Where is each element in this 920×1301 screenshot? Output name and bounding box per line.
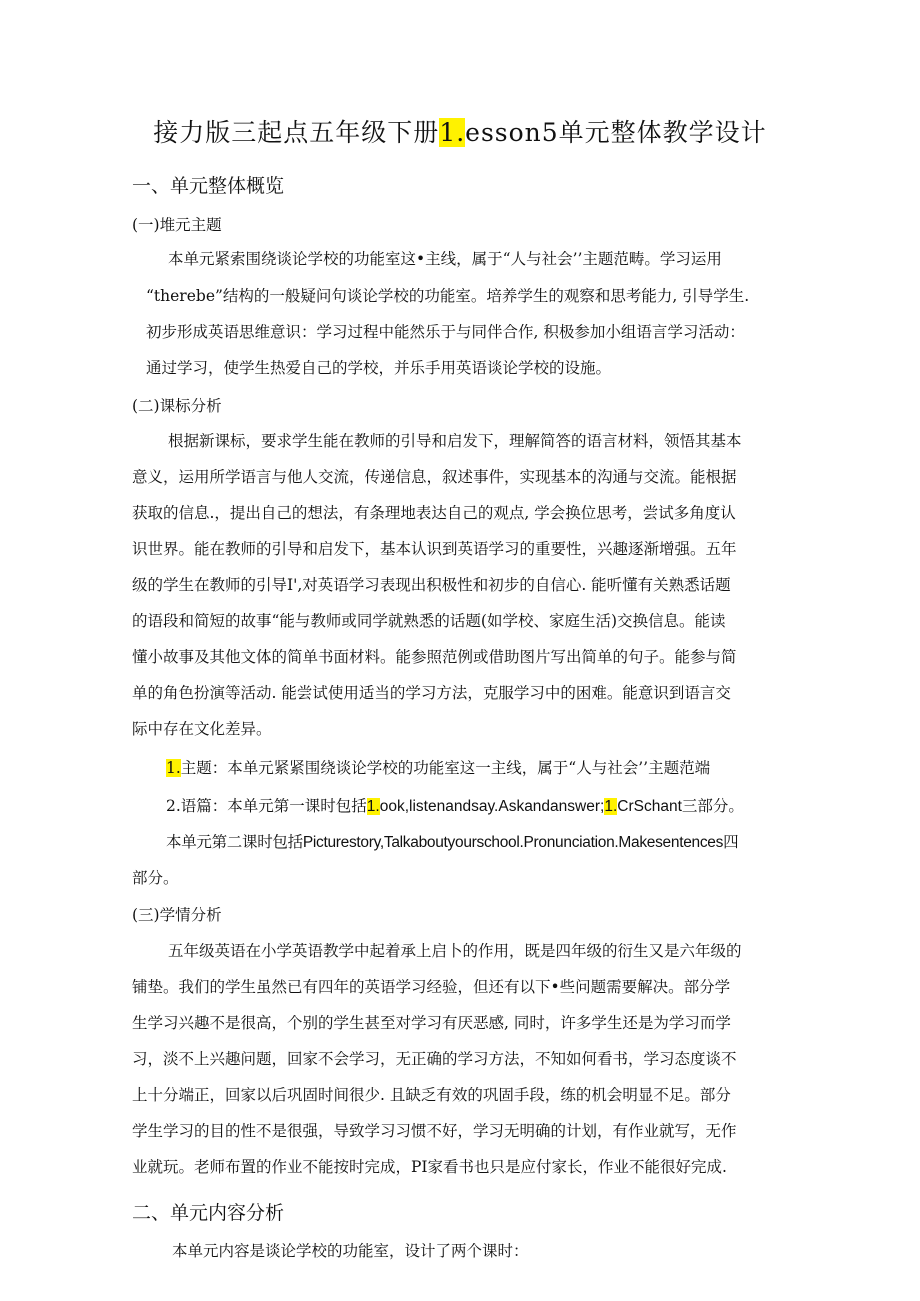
- item-text: 2.语篇：本单元第一课时包括: [166, 797, 367, 815]
- subsection-heading-learner: (三)学情分析: [132, 906, 222, 924]
- item-english-text: CrSchant三部分。: [617, 798, 744, 815]
- item-text: 四: [723, 833, 739, 851]
- curriculum-paragraph-line: 懂小故事及其他文体的简单书面材料。能参照范例或借助图片写出简单的句子。能参与简: [132, 648, 737, 666]
- section-heading-overview: 一、单元整体概览: [132, 175, 285, 197]
- title-prefix: 接力版三起点五年级下册: [153, 118, 440, 147]
- theme-paragraph-line: 通过学习，使学生热爱自己的学校，并乐手用英语谈论学校的设施。: [146, 359, 612, 377]
- document-title: [0, 116, 920, 150]
- learner-paragraph-line: 上十分端正，回家以后巩固时间很少. 且缺乏有效的巩固手段，练的机会明显不足。部分: [132, 1086, 731, 1104]
- title-highlight: 1.: [439, 118, 466, 147]
- item-english-text: Picturestory,Talkaboutyourschool.Pronunciation.Makesentences: [302, 834, 724, 851]
- item-text: 主题：本单元紧紧围绕谈论学校的功能室这一主线，属于“人与社会’’主题范端: [180, 759, 711, 777]
- title-suffix: esson5单元整体教学设计: [465, 118, 767, 147]
- highlight-mark: 1.: [366, 798, 380, 815]
- curriculum-paragraph-line: 获取的信息.，提出自己的想法，有条理地表达自己的观点, 学会换位思考，尝试多角度认: [132, 504, 736, 522]
- learner-paragraph-line: 铺垫。我们的学生虽然已有四年的英语学习经验，但还有以下•些问题需要解决。部分学: [132, 978, 731, 996]
- curriculum-paragraph-line: 意义，运用所学语言与他人交流，传递信息，叙述事件，实现基本的沟通与交流。能根据: [132, 468, 737, 486]
- curriculum-paragraph-line: 的语段和简短的故事“能与教师或同学就熟悉的话题(如学校、家庭生活)交换信息。能读: [132, 612, 726, 630]
- learner-paragraph-line: 学生学习的目的性不是很强，导致学习习惯不好，学习无明确的计划，有作业就写，无作: [132, 1122, 737, 1140]
- theme-paragraph-line: 初步形成英语思维意识：学习过程中能然乐于与同伴合作, 积极参加小组语言学习活动：: [146, 323, 745, 341]
- theme-paragraph-line: “therebe”结构的一般疑问句谈论学校的功能室。培养学生的观察和思考能力, 引导学生.: [146, 287, 750, 305]
- curriculum-paragraph-line: 际中存在文化差异。: [132, 720, 272, 738]
- section-heading-content: 二、单元内容分析: [132, 1202, 285, 1224]
- item-number-highlight: 1.: [166, 759, 181, 777]
- content-paragraph-line: 本单元内容是谈论学校的功能室，设计了两个课时：: [172, 1242, 529, 1260]
- learner-paragraph-line: 五年级英语在小学英语教学中起着承上启卜的作用，既是四年级的衍生又是六年级的: [168, 942, 742, 960]
- list-item-theme: [166, 757, 710, 779]
- subsection-heading-theme: (一)堆元主题: [132, 216, 222, 234]
- curriculum-paragraph-line: 单的角色扮演等活动. 能尝试使用适当的学习方法，克服学习中的困难。能意识到语言交: [132, 684, 731, 702]
- learner-paragraph-line: 生学习兴趣不是很高，个别的学生甚至对学习有厌恶感, 同时，许多学生还是为学习而学: [132, 1014, 731, 1032]
- subsection-heading-curriculum: (二)课标分析: [132, 397, 222, 415]
- theme-paragraph-line: 本单元紧索围绕谈论学校的功能室这•主线，属于“人与社会’’主题范畴。学习运用: [168, 250, 722, 268]
- learner-paragraph-line: 业就玩。老师布置的作业不能按时完成，PI家看书也只是应付家长，作业不能很好完成.: [132, 1158, 727, 1176]
- curriculum-paragraph-line: 级的学生在教师的引导I',对英语学习表现出积极性和初步的自信心. 能听懂有关熟悉话题: [132, 576, 731, 594]
- curriculum-paragraph-line: 识世界。能在教师的引导和启发下，基本认识到英语学习的重要性，兴趣逐渐增强。五年: [132, 540, 737, 558]
- item-text: 本单元第二课时包括: [166, 833, 303, 851]
- list-item-second-lesson: [166, 831, 738, 854]
- item-english-text: ook,listenandsay.Askandanswer;: [379, 798, 605, 815]
- curriculum-paragraph-line: 根据新课标，要求学生能在教师的引导和启发下，理解简答的语言材料，领悟其基本: [168, 432, 742, 450]
- learner-paragraph-line: 习，淡不上兴趣问题，回家不会学习，无正确的学习方法，不知如何看书，学习态度谈不: [132, 1050, 737, 1068]
- list-item-end: 部分。: [132, 869, 179, 887]
- list-item-discourse: [166, 795, 744, 818]
- highlight-mark: 1.: [604, 798, 618, 815]
